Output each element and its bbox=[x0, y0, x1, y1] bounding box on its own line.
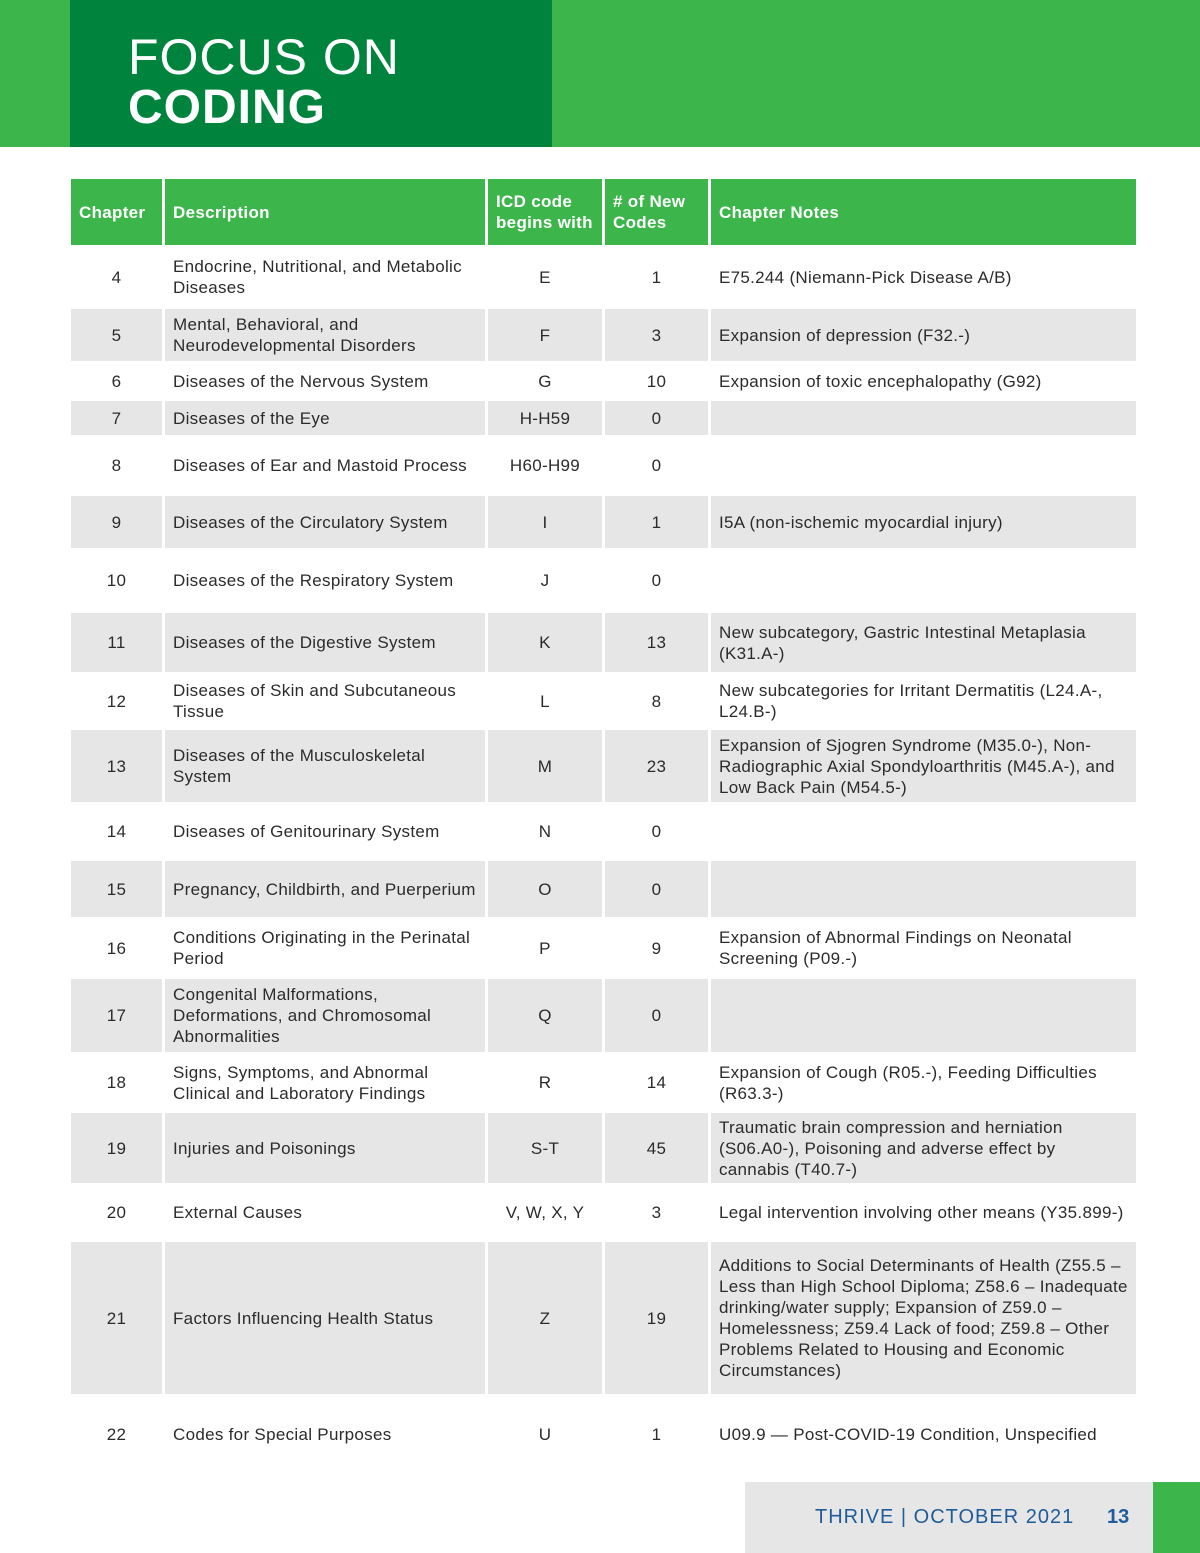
cell-chapter-notes: I5A (non-ischemic myocardial injury) bbox=[711, 496, 1136, 551]
cell-description: Pregnancy, Childbirth, and Puerperium bbox=[165, 861, 488, 920]
cell-chapter: 13 bbox=[71, 730, 165, 805]
cell-icd-code: S-T bbox=[488, 1113, 605, 1186]
table-row bbox=[71, 920, 1136, 979]
cell-description: Diseases of the Circulatory System bbox=[165, 496, 488, 551]
cell-icd-code: U bbox=[488, 1397, 605, 1475]
table-row bbox=[71, 861, 1136, 920]
cell-chapter-notes: Traumatic brain compression and herniation (S06.A0-), Poisoning and adverse effect by cannabis (T40.7-) bbox=[711, 1113, 1136, 1186]
cell-chapter-notes: New subcategory, Gastric Intestinal Metaplasia (K31.A-) bbox=[711, 613, 1136, 675]
cell-description: Diseases of the Respiratory System bbox=[165, 551, 488, 613]
cell-description: Diseases of the Eye bbox=[165, 401, 488, 438]
cell-chapter-notes bbox=[711, 438, 1136, 496]
table-row bbox=[71, 675, 1136, 730]
table-row bbox=[71, 309, 1136, 364]
table-row bbox=[71, 613, 1136, 675]
table-row bbox=[71, 1113, 1136, 1186]
cell-chapter: 21 bbox=[71, 1242, 165, 1397]
cell-icd-code: L bbox=[488, 675, 605, 730]
cell-chapter-notes bbox=[711, 861, 1136, 920]
table-row bbox=[71, 805, 1136, 861]
cell-chapter-notes bbox=[711, 805, 1136, 861]
column-header-new-codes: # of New Codes bbox=[605, 179, 711, 248]
cell-chapter-notes: Legal intervention involving other means (Y35.899-) bbox=[711, 1186, 1136, 1242]
cell-new-codes: 19 bbox=[605, 1242, 711, 1397]
table-row bbox=[71, 364, 1136, 401]
cell-chapter: 18 bbox=[71, 1055, 165, 1113]
cell-chapter-notes: Expansion of Abnormal Findings on Neonatal Screening (P09.-) bbox=[711, 920, 1136, 979]
cell-description: Signs, Symptoms, and Abnormal Clinical and Laboratory Findings bbox=[165, 1055, 488, 1113]
footer-publication: THRIVE | OCTOBER 2021 bbox=[815, 1506, 1075, 1528]
cell-chapter: 19 bbox=[71, 1113, 165, 1186]
cell-new-codes: 0 bbox=[605, 805, 711, 861]
cell-description: External Causes bbox=[165, 1186, 488, 1242]
cell-chapter-notes bbox=[711, 401, 1136, 438]
cell-new-codes: 13 bbox=[605, 613, 711, 675]
table-row bbox=[71, 1397, 1136, 1475]
table-row bbox=[71, 1186, 1136, 1242]
footer-accent bbox=[1153, 1482, 1200, 1553]
cell-new-codes: 0 bbox=[605, 551, 711, 613]
cell-new-codes: 8 bbox=[605, 675, 711, 730]
cell-icd-code: R bbox=[488, 1055, 605, 1113]
cell-chapter-notes: Expansion of Cough (R05.-), Feeding Difficulties (R63.3-) bbox=[711, 1055, 1136, 1113]
cell-chapter: 22 bbox=[71, 1397, 165, 1475]
table-row bbox=[71, 248, 1136, 309]
cell-icd-code: J bbox=[488, 551, 605, 613]
cell-chapter: 4 bbox=[71, 248, 165, 309]
table-row bbox=[71, 401, 1136, 438]
footer-bar bbox=[745, 1482, 1153, 1553]
cell-chapter-notes: Additions to Social Determinants of Health (Z55.5 – Less than High School Diploma; Z58.6 – Inadequate drinking/water supply; Expansion of Z59.0 – Homelessness; Z59.4 Lack of food; Z59.8 – Other Problems Related to Housing and Economic Circumstances) bbox=[711, 1242, 1136, 1397]
cell-new-codes: 1 bbox=[605, 496, 711, 551]
table-row bbox=[71, 730, 1136, 805]
cell-new-codes: 3 bbox=[605, 309, 711, 364]
cell-description: Endocrine, Nutritional, and Metabolic Diseases bbox=[165, 248, 488, 309]
table-header-row bbox=[71, 179, 1136, 248]
cell-chapter-notes bbox=[711, 979, 1136, 1055]
table-row bbox=[71, 496, 1136, 551]
table-row bbox=[71, 1055, 1136, 1113]
cell-chapter: 20 bbox=[71, 1186, 165, 1242]
cell-icd-code: K bbox=[488, 613, 605, 675]
cell-new-codes: 23 bbox=[605, 730, 711, 805]
cell-icd-code: V, W, X, Y bbox=[488, 1186, 605, 1242]
cell-new-codes: 0 bbox=[605, 979, 711, 1055]
table-row bbox=[71, 551, 1136, 613]
column-header-description: Description bbox=[165, 179, 488, 248]
column-header-chapter-notes: Chapter Notes bbox=[711, 179, 1136, 248]
cell-icd-code: M bbox=[488, 730, 605, 805]
cell-chapter: 6 bbox=[71, 364, 165, 401]
cell-chapter: 12 bbox=[71, 675, 165, 730]
column-header-icd-code: ICD code begins with bbox=[488, 179, 605, 248]
cell-description: Diseases of Skin and Subcutaneous Tissue bbox=[165, 675, 488, 730]
title-box bbox=[70, 0, 552, 147]
cell-new-codes: 0 bbox=[605, 401, 711, 438]
cell-new-codes: 0 bbox=[605, 438, 711, 496]
cell-new-codes: 9 bbox=[605, 920, 711, 979]
cell-icd-code: P bbox=[488, 920, 605, 979]
cell-icd-code: E bbox=[488, 248, 605, 309]
cell-icd-code: G bbox=[488, 364, 605, 401]
page-title-line1: FOCUS ON bbox=[128, 29, 400, 85]
cell-icd-code: I bbox=[488, 496, 605, 551]
cell-chapter: 10 bbox=[71, 551, 165, 613]
cell-new-codes: 45 bbox=[605, 1113, 711, 1186]
cell-chapter: 17 bbox=[71, 979, 165, 1055]
cell-description: Diseases of Ear and Mastoid Process bbox=[165, 438, 488, 496]
cell-description: Diseases of the Digestive System bbox=[165, 613, 488, 675]
cell-icd-code: Q bbox=[488, 979, 605, 1055]
cell-new-codes: 14 bbox=[605, 1055, 711, 1113]
cell-chapter: 9 bbox=[71, 496, 165, 551]
cell-description: Codes for Special Purposes bbox=[165, 1397, 488, 1475]
icd-codes-table bbox=[71, 179, 1136, 1475]
cell-chapter: 5 bbox=[71, 309, 165, 364]
cell-chapter: 8 bbox=[71, 438, 165, 496]
cell-chapter-notes bbox=[711, 551, 1136, 613]
cell-chapter: 11 bbox=[71, 613, 165, 675]
cell-new-codes: 1 bbox=[605, 248, 711, 309]
cell-icd-code: F bbox=[488, 309, 605, 364]
cell-chapter: 16 bbox=[71, 920, 165, 979]
cell-new-codes: 0 bbox=[605, 861, 711, 920]
cell-description: Congenital Malformations, Deformations, and Chromosomal Abnormalities bbox=[165, 979, 488, 1055]
cell-icd-code: Z bbox=[488, 1242, 605, 1397]
table-row bbox=[71, 1242, 1136, 1397]
cell-description: Factors Influencing Health Status bbox=[165, 1242, 488, 1397]
cell-description: Mental, Behavioral, and Neurodevelopmental Disorders bbox=[165, 309, 488, 364]
cell-new-codes: 1 bbox=[605, 1397, 711, 1475]
cell-icd-code: H-H59 bbox=[488, 401, 605, 438]
cell-description: Conditions Originating in the Perinatal Period bbox=[165, 920, 488, 979]
cell-icd-code: N bbox=[488, 805, 605, 861]
cell-icd-code: H60-H99 bbox=[488, 438, 605, 496]
page-title-line2: CODING bbox=[128, 81, 326, 134]
cell-description: Diseases of Genitourinary System bbox=[165, 805, 488, 861]
page-number: 13 bbox=[1107, 1506, 1130, 1528]
cell-chapter: 7 bbox=[71, 401, 165, 438]
cell-chapter-notes: Expansion of toxic encephalopathy (G92) bbox=[711, 364, 1136, 401]
cell-description: Diseases of the Musculoskeletal System bbox=[165, 730, 488, 805]
cell-chapter-notes: Expansion of Sjogren Syndrome (M35.0-), Non-Radiographic Axial Spondyloarthritis (M45.A-), and Low Back Pain (M54.5-) bbox=[711, 730, 1136, 805]
cell-chapter-notes: U09.9 — Post-COVID-19 Condition, Unspecified bbox=[711, 1397, 1136, 1475]
cell-chapter: 14 bbox=[71, 805, 165, 861]
cell-chapter-notes: E75.244 (Niemann-Pick Disease A/B) bbox=[711, 248, 1136, 309]
cell-icd-code: O bbox=[488, 861, 605, 920]
column-header-chapter: Chapter bbox=[71, 179, 165, 248]
cell-description: Diseases of the Nervous System bbox=[165, 364, 488, 401]
cell-description: Injuries and Poisonings bbox=[165, 1113, 488, 1186]
cell-new-codes: 10 bbox=[605, 364, 711, 401]
cell-chapter-notes: New subcategories for Irritant Dermatitis (L24.A-, L24.B-) bbox=[711, 675, 1136, 730]
cell-new-codes: 3 bbox=[605, 1186, 711, 1242]
table-row bbox=[71, 438, 1136, 496]
table-row bbox=[71, 979, 1136, 1055]
cell-chapter: 15 bbox=[71, 861, 165, 920]
cell-chapter-notes: Expansion of depression (F32.-) bbox=[711, 309, 1136, 364]
